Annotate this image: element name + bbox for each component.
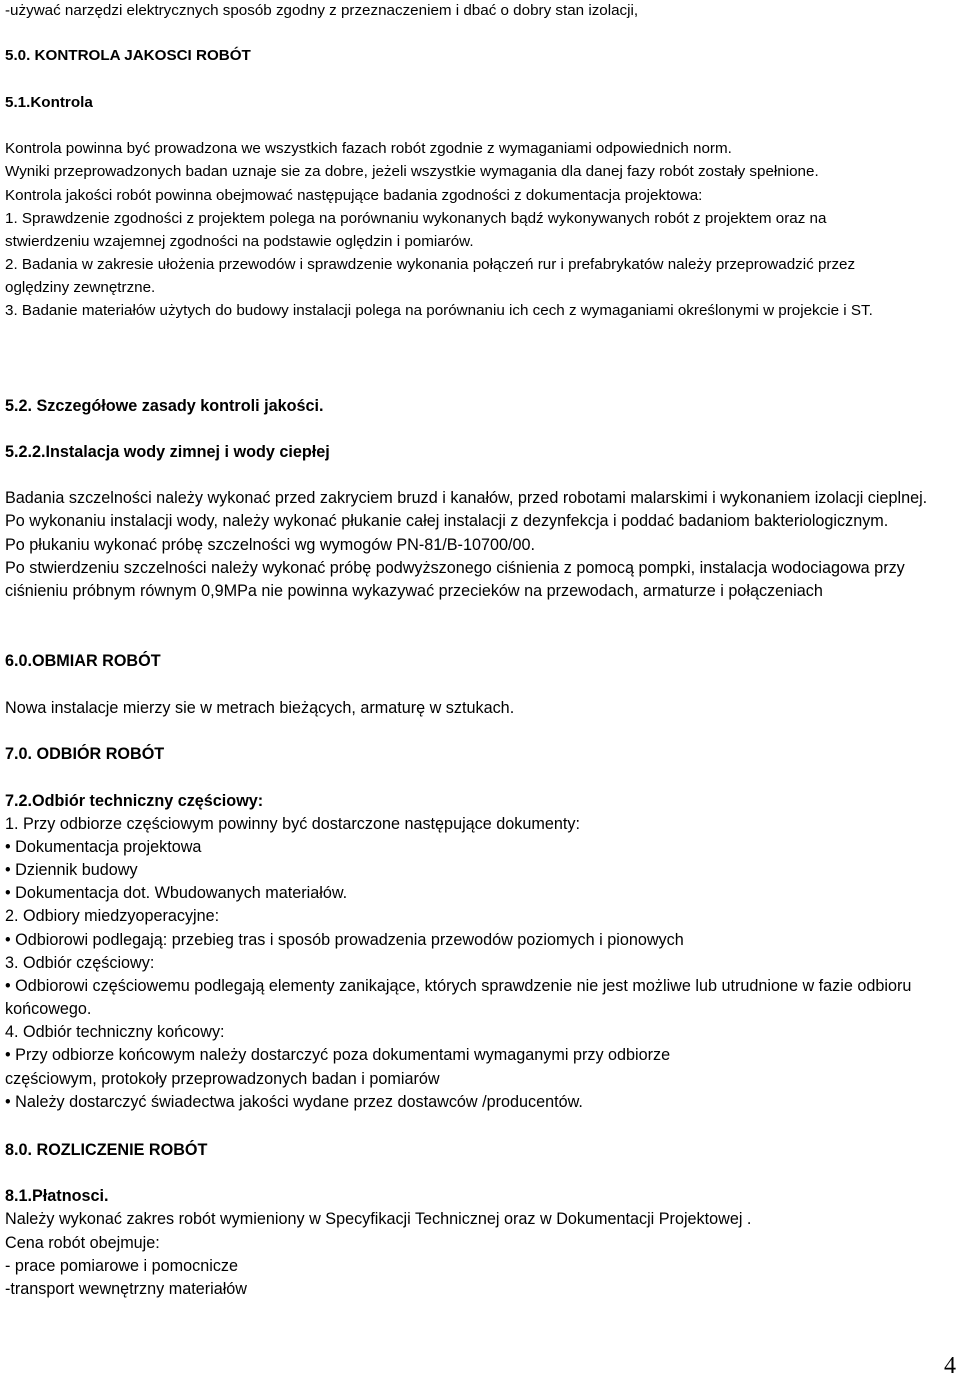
paragraph: Wyniki przeprowadzonych badan uznaje sie za dobre, jeżeli wszystkie wymagania dla danej fazy robót zostały spełnione. <box>5 163 819 180</box>
paragraph-continuation: ciśnieniu próbnym równym 0,9MPa nie powinna wykazywać przecieków na przewodach, armaturze i połączeniach <box>5 582 823 600</box>
list-item: 2. Odbiory miedzyoperacyjne: <box>5 907 220 925</box>
paragraph: Po stwierdzeniu szczelności należy wykonać próbę podwyższonego ciśnienia z pomocą pompki, instalacja wodociagowa przy <box>5 559 905 577</box>
list-item: 3. Odbiór częściowy: <box>5 954 155 972</box>
heading-7-0: 7.0. ODBIÓR ROBÓT <box>5 745 165 763</box>
bullet-item: • Dokumentacja dot. Wbudowanych materiałów. <box>5 884 348 902</box>
list-item: 3. Badanie materiałów użytych do budowy instalacji polega na porównaniu ich cech z wymaganiami określonymi w projekcie i ST. <box>5 302 873 319</box>
paragraph: Cena robót obejmuje: <box>5 1234 160 1252</box>
paragraph: Kontrola powinna być prowadzona we wszystkich fazach robót zgodnie z wymaganiami odpowiednich norm. <box>5 140 732 157</box>
heading-5-2: 5.2. Szczegółowe zasady kontroli jakości. <box>5 397 324 415</box>
intro-line: -używać narzędzi elektrycznych sposób zgodny z przeznaczeniem i dbać o dobry stan izolacji, <box>5 2 639 19</box>
list-item: 2. Badania w zakresie ułożenia przewodów i sprawdzenie wykonania połączeń rur i prefabrykatów należy przeprowadzić przez <box>5 256 856 273</box>
bullet-item: • Odbiorowi podlegają: przebieg tras i sposób prowadzenia przewodów poziomych i pionowych <box>5 931 684 949</box>
list-item: 4. Odbiór techniczny końcowy: <box>5 1023 225 1041</box>
bullet-item: • Należy dostarczyć świadectwa jakości wydane przez dostawców /producentów. <box>5 1093 583 1111</box>
heading-7-2: 7.2.Odbiór techniczny częściowy: <box>5 792 264 810</box>
list-item: 1. Sprawdzenie zgodności z projektem polega na porównaniu wykonanych bądź wykonywanych robót z projektem oraz na <box>5 210 827 227</box>
heading-5-1: 5.1.Kontrola <box>5 94 93 111</box>
bullet-item: • Dokumentacja projektowa <box>5 838 202 856</box>
bullet-item-continuation: częściowym, protokoły przeprowadzonych badan i pomiarów <box>5 1070 440 1088</box>
heading-8-1: 8.1.Płatnosci. <box>5 1187 109 1205</box>
bullet-item-continuation: końcowego. <box>5 1000 92 1018</box>
list-item-continuation: oględziny zewnętrzne. <box>5 279 156 296</box>
paragraph: Należy wykonać zakres robót wymieniony w Specyfikacji Technicznej oraz w Dokumentacji Projektowej . <box>5 1210 752 1228</box>
heading-5-0: 5.0. KONTROLA JAKOSCI ROBÓT <box>5 47 251 64</box>
heading-5-2-2: 5.2.2.Instalacja wody zimnej i wody ciepłej <box>5 443 330 461</box>
list-item: 1. Przy odbiorze częściowym powinny być dostarczone następujące dokumenty: <box>5 815 580 833</box>
heading-6-0: 6.0.OBMIAR ROBÓT <box>5 652 161 670</box>
paragraph: -transport wewnętrzny materiałów <box>5 1280 247 1298</box>
paragraph: Badania szczelności należy wykonać przed zakryciem bruzd i kanałów, przed robotami malarskimi i wykonaniem izolacji cieplnej. <box>5 489 928 507</box>
bullet-item: • Odbiorowi częściowemu podlegają elementy zanikające, których sprawdzenie nie jest możliwe lub utrudnione w fazie odbioru <box>5 977 912 995</box>
list-item-continuation: stwierdzeniu wzajemnej zgodności na podstawie oględzin i pomiarów. <box>5 233 474 250</box>
paragraph: Po wykonaniu instalacji wody, należy wykonać płukanie całej instalacji z dezynfekcja i poddać badaniom bakteriologicznym. <box>5 512 889 530</box>
paragraph: Kontrola jakości robót powinna obejmować następujące badania zgodności z dokumentacja projektowa: <box>5 187 703 204</box>
paragraph: Nowa instalacje mierzy sie w metrach bieżących, armaturę w sztukach. <box>5 699 515 717</box>
bullet-item: • Przy odbiorze końcowym należy dostarczyć poza dokumentami wymaganymi przy odbiorze <box>5 1046 671 1064</box>
bullet-item: • Dziennik budowy <box>5 861 138 879</box>
page-number: 4 <box>944 1353 956 1379</box>
paragraph: Po płukaniu wykonać próbę szczelności wg wymogów PN-81/B-10700/00. <box>5 536 535 554</box>
heading-8-0: 8.0. ROZLICZENIE ROBÓT <box>5 1141 208 1159</box>
paragraph: - prace pomiarowe i pomocnicze <box>5 1257 239 1275</box>
